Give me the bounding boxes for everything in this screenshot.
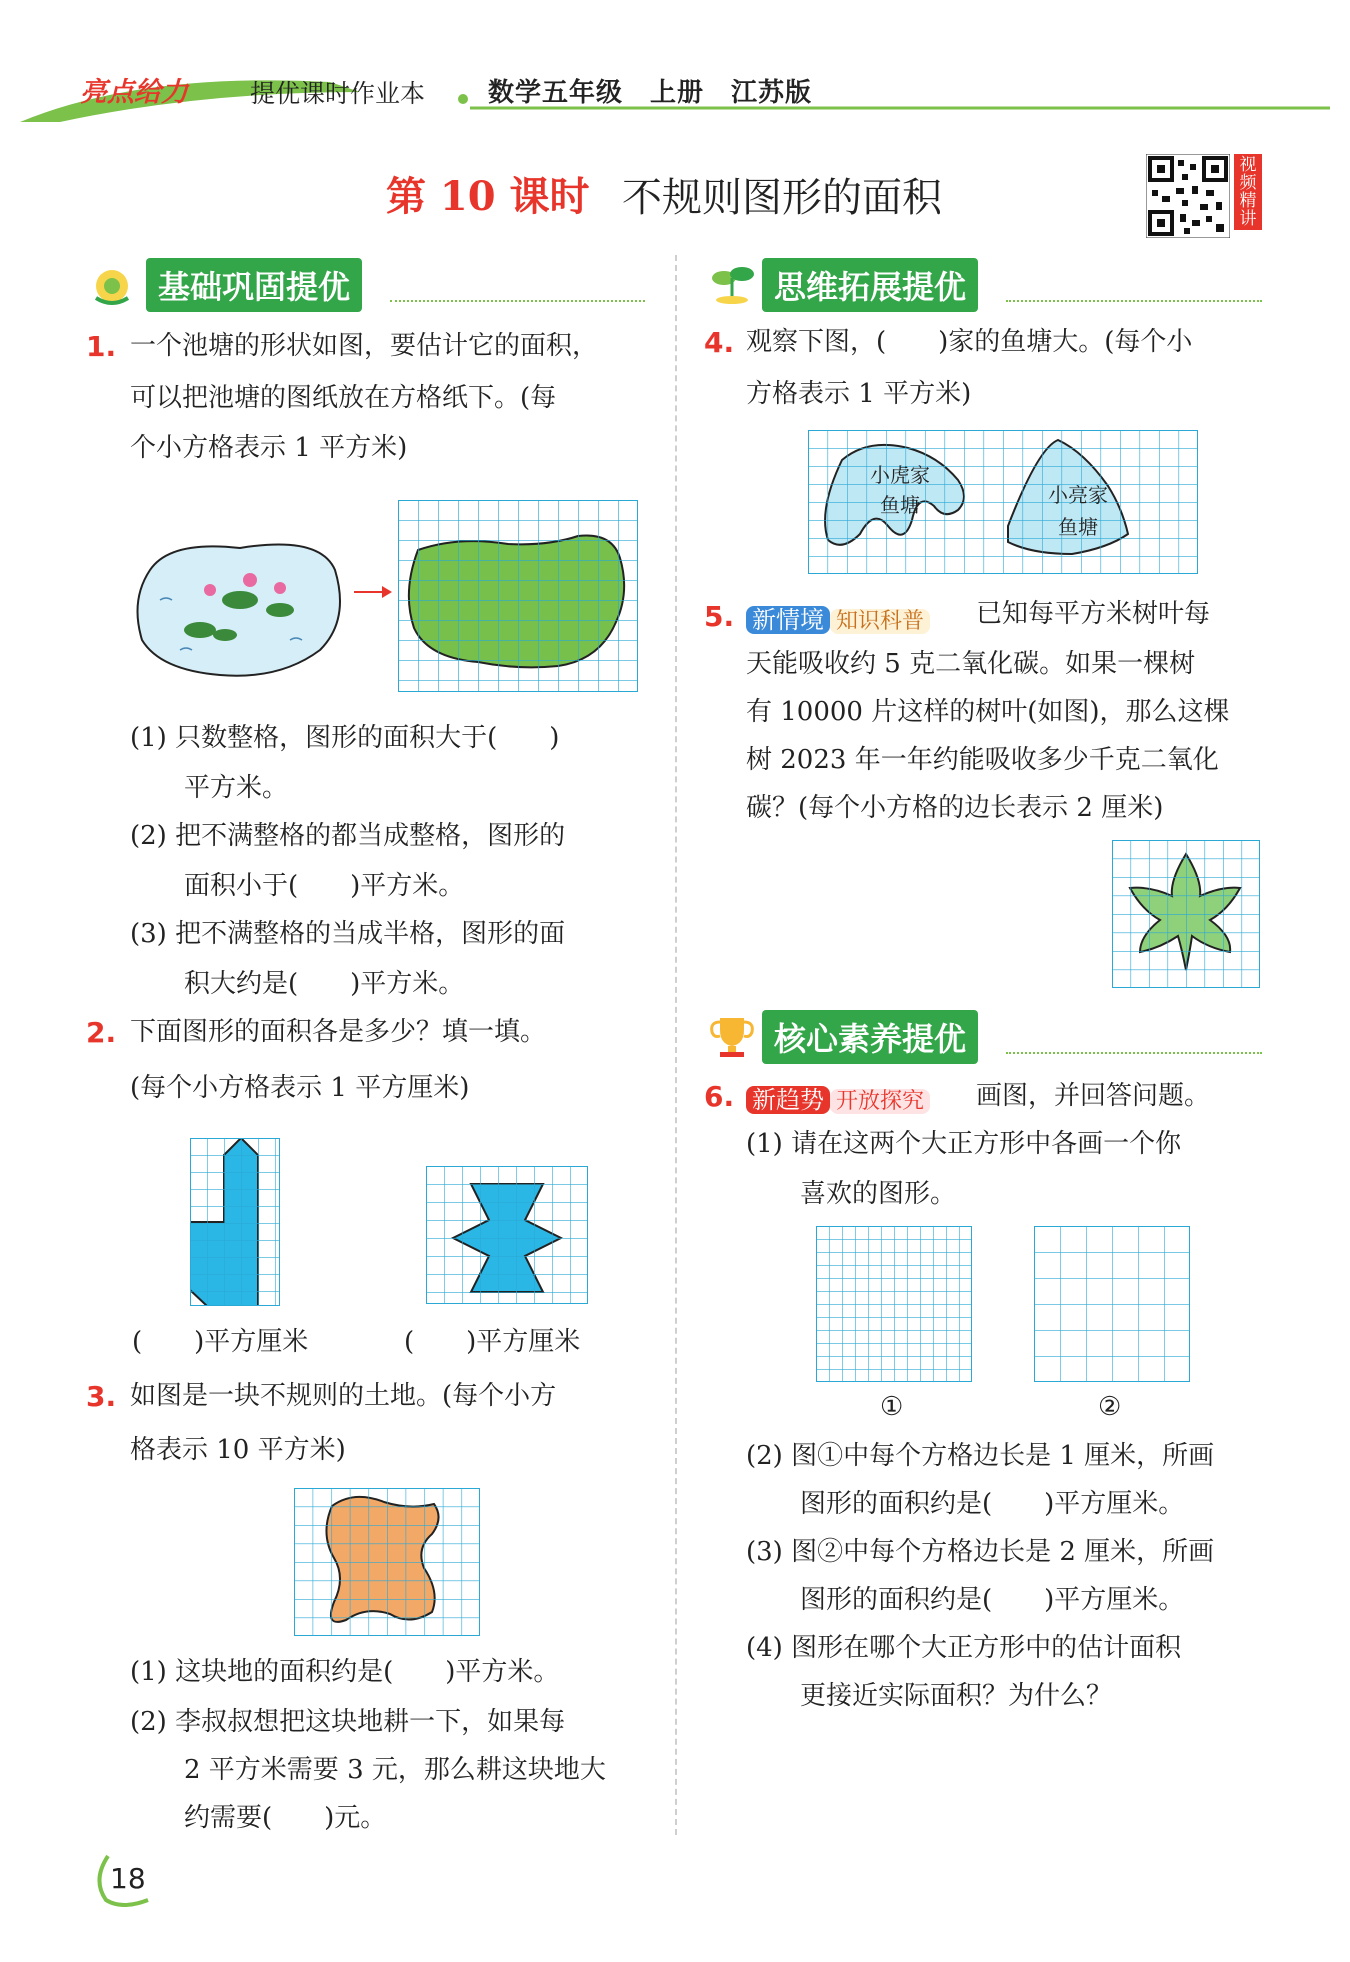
- q1-sub3-cont: 积大约是( )平方米。: [184, 969, 465, 999]
- section-rule: [1006, 1052, 1262, 1054]
- q6-sub4: (4) 图形在哪个大正方形中的估计面积: [746, 1633, 1182, 1663]
- q5-text-line: 树 2023 年一年约能吸收多少千克二氧化: [746, 745, 1219, 775]
- question-number: 1.: [86, 330, 117, 363]
- q1-text-line: 可以把池塘的图纸放在方格纸下。(每: [130, 383, 557, 413]
- q2-text-line: (每个小方格表示 1 平方厘米): [130, 1073, 470, 1103]
- question-number: 5.: [704, 600, 735, 633]
- q1-sub1-cont: 平方米。: [184, 773, 289, 803]
- q3-sub2-cont: 2 平方米需要 3 元，那么耕这块地大: [184, 1755, 606, 1785]
- q1-sub2: (2) 把不满整格的都当成整格，图形的: [130, 821, 566, 851]
- q3-text-line: 如图是一块不规则的土地。(每个小方: [130, 1381, 557, 1411]
- q1-text-line: 一个池塘的形状如图，要估计它的面积，: [130, 331, 599, 361]
- question-number: 4.: [704, 326, 735, 359]
- section-flower-icon: [86, 258, 142, 306]
- q6-sub1-cont: 喜欢的图形。: [800, 1179, 957, 1209]
- lesson-number: 第 10 课时: [386, 173, 590, 220]
- q4-label-xiaoliang: 小亮家: [1048, 483, 1108, 507]
- page-number: 18: [110, 1862, 146, 1895]
- section-title-core: 核心素养提优: [762, 1010, 978, 1064]
- column-divider: [675, 255, 677, 1835]
- q3-grid: [294, 1488, 480, 1636]
- section-title-thinking: 思维拓展提优: [762, 258, 978, 312]
- q1-text-line: 个小方格表示 1 平方米): [130, 433, 408, 463]
- badge-science: 知识科普: [830, 609, 930, 634]
- q5-text-line: 碳？(每个小方格的边长表示 2 厘米): [746, 793, 1164, 823]
- q1-sub1: (1) 只数整格，图形的面积大于( ): [130, 723, 560, 753]
- qr-code[interactable]: [1146, 154, 1230, 238]
- q6-sub3-cont: 图形的面积约是( )平方厘米。: [800, 1585, 1185, 1615]
- q1-sub2-cont: 面积小于( )平方米。: [184, 871, 465, 901]
- q6-sub3: (3) 图②中每个方格边长是 2 厘米，所画: [746, 1537, 1215, 1567]
- q4-label-xiaohu: 小虎家: [870, 463, 930, 487]
- qr-label: 视频精讲: [1234, 154, 1262, 230]
- q2-text-line: 下面图形的面积各是多少？填一填。: [130, 1017, 547, 1047]
- q2-answer-a[interactable]: ( )平方厘米: [132, 1327, 309, 1357]
- q6-sub4-cont: 更接近实际面积？为什么？: [800, 1681, 1113, 1711]
- q2-grid-a: [190, 1138, 280, 1306]
- q4-text-line: 方格表示 1 平方米): [746, 379, 972, 409]
- q2-answer-b[interactable]: ( )平方厘米: [404, 1327, 581, 1357]
- section-sprout-icon: [706, 260, 758, 304]
- q6-sub1: (1) 请在这两个大正方形中各画一个你: [746, 1129, 1182, 1159]
- q3-sub2: (2) 李叔叔想把这块地耕一下，如果每: [130, 1707, 566, 1737]
- q6-grid-2-label: ②: [1098, 1392, 1122, 1422]
- pond-illustration: [130, 530, 350, 690]
- q6-grid-2[interactable]: [1034, 1226, 1190, 1382]
- q3-sub2-cont: 约需要( )元。: [184, 1803, 387, 1833]
- question-number: 2.: [86, 1016, 117, 1049]
- q5-leaf-grid: [1112, 840, 1260, 988]
- section-trophy-icon: [706, 1010, 758, 1058]
- lesson-title: 不规则图形的面积: [622, 175, 942, 221]
- badge-open-explore: 开放探究: [830, 1089, 930, 1114]
- section-title-basic: 基础巩固提优: [146, 258, 362, 312]
- q6-text-line: 画图，并回答问题。: [976, 1081, 1211, 1111]
- q5-text-line: 有 10000 片这样的树叶(如图)，那么这棵: [746, 697, 1230, 727]
- q5-text-line: 天能吸收约 5 克二氧化碳。如果一棵树: [746, 649, 1196, 679]
- q3-text-line: 格表示 10 平方米): [130, 1435, 346, 1465]
- q5-text-line: 已知每平方米树叶每: [976, 599, 1211, 629]
- q6-grid-1-label: ①: [880, 1392, 904, 1422]
- question-number: 6.: [704, 1080, 735, 1113]
- q4-text-line: 观察下图，( )家的鱼塘大。(每个小: [746, 327, 1193, 357]
- q1-grid: [398, 500, 638, 692]
- badge-new-trend: 新趋势: [746, 1086, 830, 1114]
- q6-sub2-cont: 图形的面积约是( )平方厘米。: [800, 1489, 1185, 1519]
- book-info: 数学五年级 上册 江苏版: [488, 78, 813, 108]
- q4-label-xiaohu: 鱼塘: [880, 493, 920, 517]
- q3-sub1: (1) 这块地的面积约是( )平方米。: [130, 1657, 560, 1687]
- q6-sub2: (2) 图①中每个方格边长是 1 厘米，所画: [746, 1441, 1215, 1471]
- q6-badges: [746, 1080, 930, 1115]
- q2-grid-b: [426, 1166, 588, 1304]
- section-rule: [1006, 300, 1262, 302]
- q5-badges: [746, 600, 930, 635]
- question-number: 3.: [86, 1380, 117, 1413]
- badge-new-context: 新情境: [746, 606, 830, 634]
- q1-sub3: (3) 把不满整格的当成半格，图形的面: [130, 919, 566, 949]
- arrow-right-icon: [352, 582, 394, 602]
- q6-grid-1[interactable]: [816, 1226, 972, 1382]
- series-name: 提优课时作业本: [250, 79, 426, 108]
- brand-logo: 亮点给力: [80, 77, 188, 108]
- q4-grid: [808, 430, 1198, 574]
- q4-label-xiaoliang: 鱼塘: [1058, 515, 1098, 539]
- section-rule: [390, 300, 645, 302]
